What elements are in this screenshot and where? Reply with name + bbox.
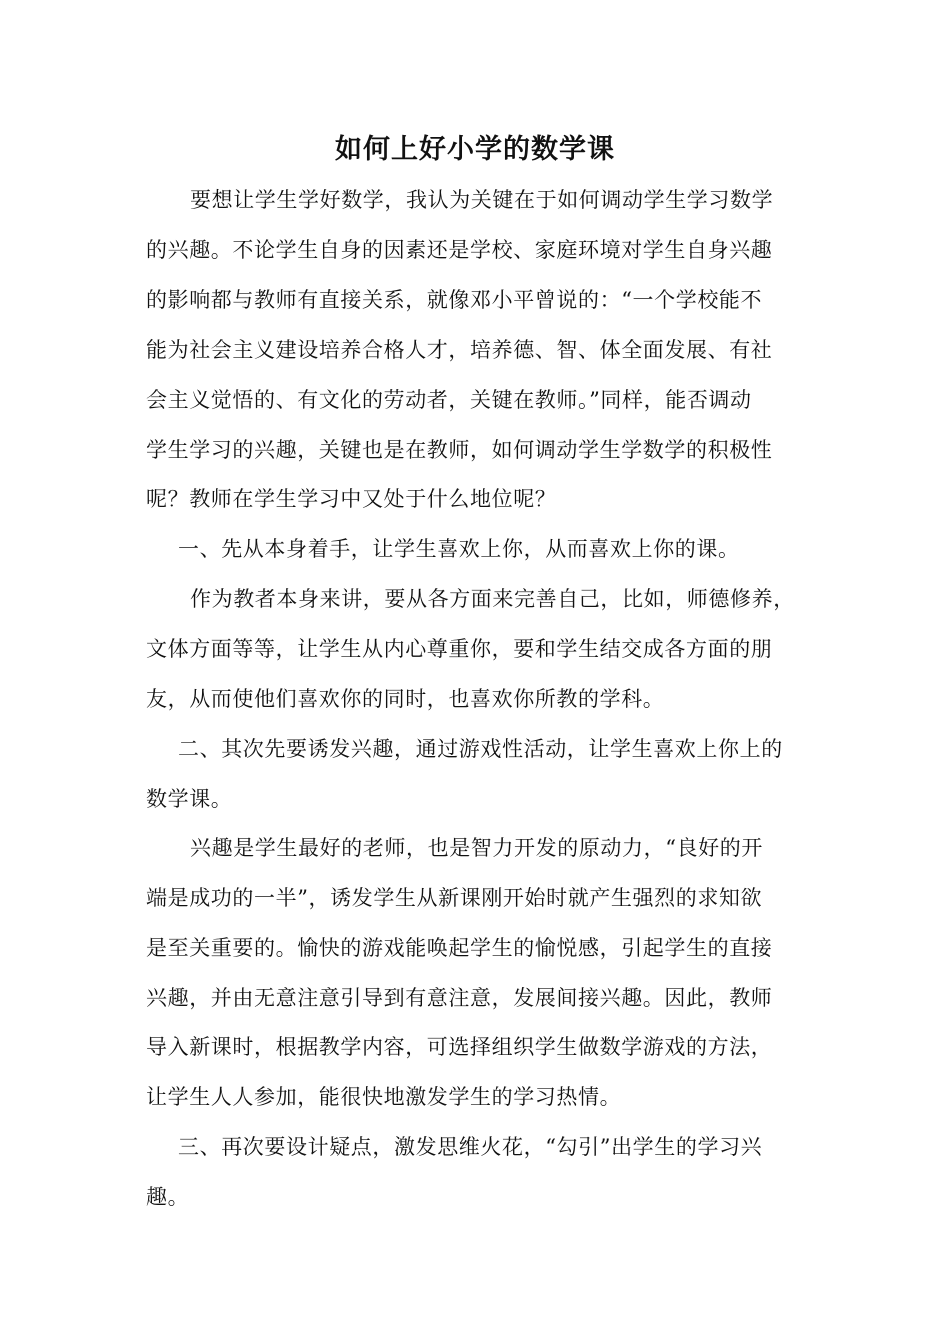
text-line: 导入新课时，根据教学内容，可选择组织学生做数学游戏的方法， [146, 1035, 773, 1059]
document-title: 如何上好小学的数学课 [335, 134, 615, 165]
section-heading-continued: 趣。 [146, 1185, 190, 1209]
text-line: 要想让学生学好数学，我认为关键在于如何调动学生学习数学 [190, 188, 774, 212]
section-heading: 二、其次先要诱发兴趣，通过游戏性活动，让学生喜欢上你上的 [178, 737, 783, 761]
text-line: 的影响都与教师有直接关系，就像邓小平曾说的：“一个学校能不 [146, 288, 763, 312]
text-line: 端是成功的一半”，诱发学生从新课刚开始时就产生强烈的求知欲 [146, 886, 763, 910]
text-line: 作为教者本身来讲，要从各方面来完善自己，比如，师德修养， [190, 587, 795, 611]
text-line: 兴趣是学生最好的老师，也是智力开发的原动力，“良好的开 [190, 836, 763, 860]
section-heading-continued: 数学课。 [146, 787, 233, 811]
text-line: 会主义觉悟的、有文化的劳动者，关键在教师。”同样，能否调动 [146, 388, 752, 412]
section-heading: 三、再次要设计疑点，激发思维火花，“勾引”出学生的学习兴 [178, 1135, 763, 1159]
text-line: 友，从而使他们喜欢你的同时，也喜欢你所教的学科。 [146, 687, 665, 711]
text-line: 的兴趣。不论学生自身的因素还是学校、家庭环境对学生自身兴趣 [146, 238, 773, 262]
section-heading: 一、先从本身着手，让学生喜欢上你，从而喜欢上你的课。 [178, 537, 740, 561]
text-line: 兴趣，并由无意注意引导到有意注意，发展间接兴趣。因此，教师 [146, 986, 773, 1010]
text-line: 呢？教师在学生学习中又处于什么地位呢？ [146, 487, 557, 511]
text-line: 是至关重要的。愉快的游戏能唤起学生的愉悦感，引起学生的直接 [146, 936, 773, 960]
text-line: 能为社会主义建设培养合格人才，培养德、智、体全面发展、有社 [146, 338, 773, 362]
text-line: 让学生人人参加，能很快地激发学生的学习热情。 [146, 1085, 622, 1109]
text-line: 学生学习的兴趣，关键也是在教师，如何调动学生学数学的积极性 [146, 438, 773, 462]
text-line: 文体方面等等，让学生从内心尊重你，要和学生结交成各方面的朋 [146, 637, 773, 661]
